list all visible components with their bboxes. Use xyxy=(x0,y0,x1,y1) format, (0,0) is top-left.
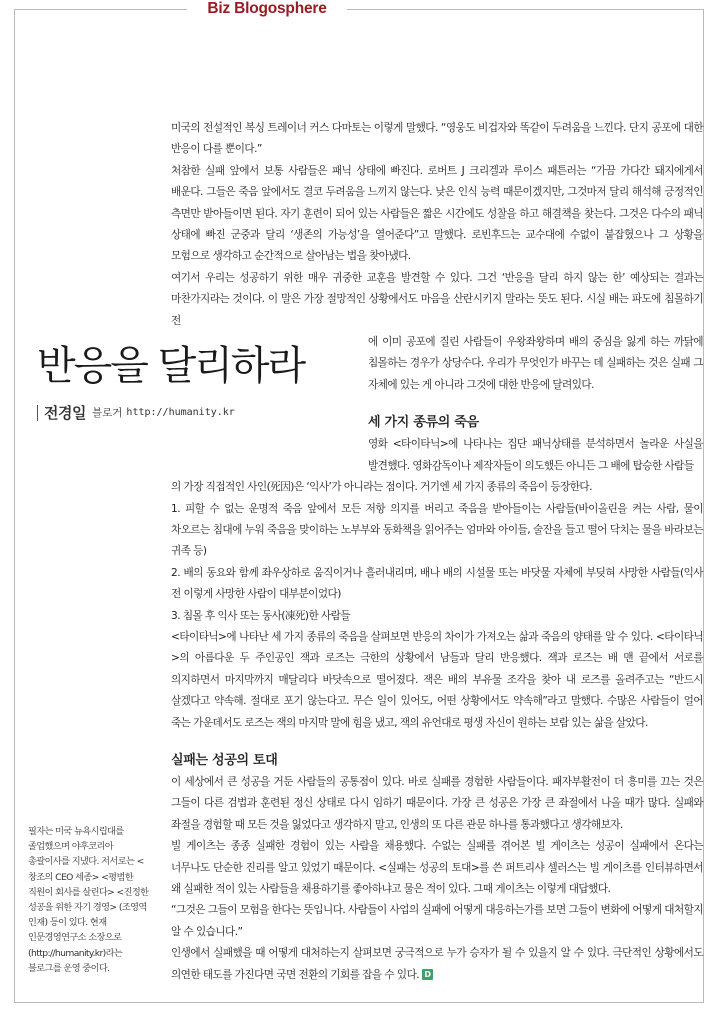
section1-lead: 영화 <타이타닉>에 나타나는 집단 패닉상태를 분석하면서 놀라운 사실을 발견했다. 영화감독이나 제작자들이 의도했든 아니든 그 배에 탑승한 사람들 xyxy=(368,438,703,472)
article-title: 반응을 달리하라 xyxy=(37,343,305,389)
section2-paragraph-4 xyxy=(171,943,703,986)
author-name: 전경일 xyxy=(44,404,86,422)
section1-conclusion: <타이타닉>에 나타난 세 가지 종류의 죽음을 살펴보면 반응의 차이가 가져오는 삶과 죽음의 양태를 알 수 있다. <타이타닉>의 아름다운 두 주인공인 잭과 로즈는 극한의 상황에서 남들과 달리 반응했다. 잭과 로즈는 배 맨 끝에서 서로를 의지하면서 마지막까지 매달리다 바닷속으로 떨어졌다. 잭은 배의 부유물 조각을 찾아 내 로즈를 올려주고는 “반드시 살겠다고 약속해. 절대로 포기 않는다고. 무슨 일이 있어도, 어떤 상황에서도 약속해”라고 말했다. 수많은 사람들이 얼어 죽는 가운데서도 로즈는 잭의 마지막 말에 힘을 냈고, 잭의 유언대로 평생 자신이 원하는 보람 있는 삶을 살았다. xyxy=(171,630,703,729)
section2-paragraph-1: 이 세상에서 큰 성공을 거둔 사람들의 공통점이 있다. 바로 실패를 경험한 사람들이다. 패자부활전이 더 흥미를 끄는 것은 그들이 다른 검법과 훈련된 정신 상태로 다시 임하기 때문이다. 가장 큰 성공은 가장 큰 좌절에서 나올 때가 많다. 실패와 좌절을 경험할 때 모든 것을 잃었다고 생각하지 말고, 인생의 또 다른 관문 하나를 통과했다고 생각해보자. xyxy=(171,775,703,831)
list-item-2: 2. 배의 동요와 함께 좌우상하로 움직이거나 흘러내리며, 배나 배의 시설물 또는 바닷물 자체에 부딪혀 사망한 사람들(익사 전 이렇게 사망한 사람이 대부분이었다) xyxy=(171,566,703,601)
section2-paragraph-3: “그것은 그들이 모험을 한다는 뜻입니다. 사람들이 사업의 실패에 어떻게 대응하는가를 보면 그들이 변화에 어떻게 대처할지 알 수 있습니다.” xyxy=(171,904,703,938)
list-item-3: 3. 침몰 후 익사 또는 동사(凍死)한 사람들 xyxy=(171,609,351,622)
intro-paragraph-3: 여기서 우리는 성공하기 위한 매우 귀중한 교훈을 발견할 수 있다. 그건 ‘반응을 달리 하지 않는 한’ 예상되는 결과는 마찬가지라는 것이다. 이 말은 가장 절망적인 상황에서도 마음을 산란시키지 말라는 뜻도 된다. 시실 배는 파도에 침몰하기 전 xyxy=(171,271,703,327)
article-body xyxy=(171,118,703,986)
section-heading-failure: 실패는 성공의 토대 xyxy=(171,752,278,768)
section-heading-three-deaths: 세 가지 종류의 죽음 xyxy=(368,415,479,431)
title-block xyxy=(37,340,367,423)
byline xyxy=(37,402,367,423)
intro-paragraph-1: 미국의 전설적인 복싱 트레이너 커스 다마토는 이렇게 말했다. “영웅도 비겁자와 똑같이 두려움을 느낀다. 단지 공포에 대한 반응이 다를 뿐이다.” xyxy=(171,122,703,156)
author-role: 블로거 xyxy=(91,407,123,419)
author-bio: 필자는 미국 뉴욕시립대를 졸업했으며 야후코리아 총괄이사를 지냈다. 저서로는 <창조의 CEO 세종> <평범한 직원이 회사를 살린다> <진정한 성공을 위한 자기 경영> (조영역 인재) 등이 있다. 현재 인문경영연구소 소장으로 (http://humanity.kr)라는 블로그를 운영 중이다. xyxy=(28,826,149,974)
list-item-1: 1. 피할 수 없는 운명적 죽음 앞에서 모든 저항 의지를 버리고 죽음을 받아들이는 사람들(바이올린을 켜는 사람, 물이 차오르는 침대에 누워 죽음을 맞이하는 노부부와 동화책을 읽어주는 엄마와 아이들, 술잔을 들고 떨어 닥치는 물을 바라보는 귀족 등) xyxy=(171,502,703,558)
intro-paragraph-2: 처참한 실패 앞에서 보통 사람들은 패닉 상태에 빠진다. 로버트 J 크리겔과 루이스 패튼러는 “가끔 가다간 돼지에게서 배운다. 그들은 죽음 앞에서도 결코 두려움을 느끼지 않는다. 낮은 인식 능력 때문이겠지만, 그것마저 달리 해석해 긍정적인 측면만 받아들이면 된다. 자기 훈련이 되어 있는 사람들은 짧은 시간에도 성찰을 하고 해결책을 찾는다. 그것은 다수의 패닉 상태에 빠진 군중과 달리 ‘생존의 가능성’을 열어준다”고 말했다. 로빈후드는 교수대에 수없이 붙잡혔으나 그 상황을 모험으로 생각하고 순간적으로 살아남는 법을 찾아냈다. xyxy=(171,164,703,263)
section2-paragraph-4-text: 인생에서 실패했을 때 어떻게 대처하는지 살펴보면 궁극적으로 누가 승자가 될 수 있을지 알 수 있다. 극단적인 상황에서도 의연한 태도를 가진다면 국면 전환의 기회를 잡을 수 있다. xyxy=(171,947,703,981)
section2-paragraph-2: 빌 게이츠는 종종 실패한 경험이 있는 사람을 채용했다. 수없는 실패를 겪어본 빌 게이츠는 성공이 실패에서 온다는 너무나도 단순한 진리를 알고 있었기 때문이다. <실패는 성공의 토대>를 쓴 퍼트리샤 셀러스는 빌 게이츠를 인터뷰하면서 왜 실패한 적이 있는 사람들을 채용하기를 좋아하냐고 물은 적이 있다. 그때 게이츠는 이렇게 대답했다. xyxy=(171,840,703,895)
section-tag: Biz Blogosphere xyxy=(187,0,347,18)
end-mark-icon: D xyxy=(422,969,433,980)
byline-divider xyxy=(37,405,38,421)
intro-paragraph-3-continued: 에 이미 공포에 질린 사람들이 우왕좌왕하며 배의 중심을 잃게 하는 까닭에 침몰하는 경우가 상당수다. 우리가 무엇인가 바꾸는 데 실패하는 것은 실패 그 자체에 있는 게 아니라 그것에 대한 반응에 달려있다. xyxy=(368,336,703,391)
author-url[interactable]: http://humanity.kr xyxy=(126,407,235,418)
section1-lead-continued: 의 가장 직접적인 사인(死因)은 ‘익사’가 아니라는 점이다. 거기엔 세 가지 종류의 죽음이 등장한다. xyxy=(171,481,592,494)
